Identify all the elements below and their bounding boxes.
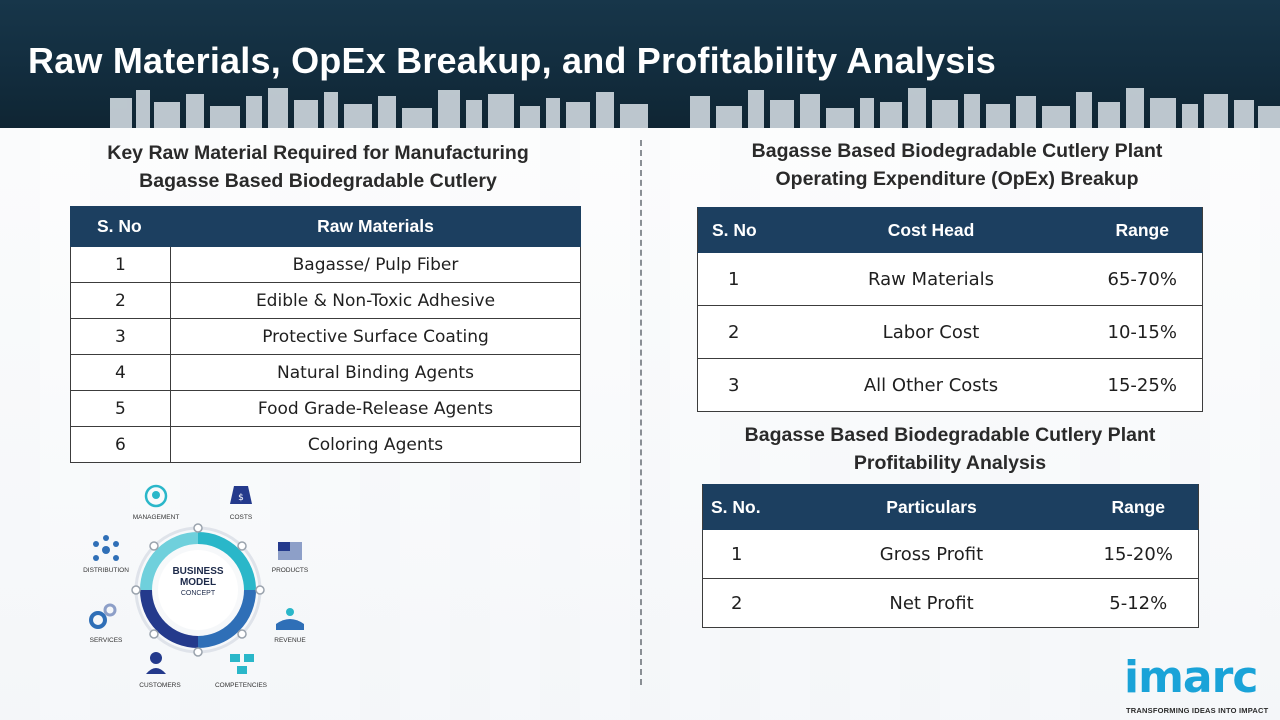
table-header-row (703, 485, 1199, 530)
cell-sno: 2 (71, 283, 171, 319)
cell-sno: 1 (71, 247, 171, 283)
column-header-sno: S. No. (703, 485, 785, 530)
column-header-range: Range (1079, 485, 1199, 530)
cell-material: Food Grade-Release Agents (171, 391, 581, 427)
table-row (698, 306, 1203, 359)
cell-cost-head: Labor Cost (780, 306, 1083, 359)
label-costs: COSTS (229, 514, 253, 521)
opex-title (697, 137, 1217, 193)
page-title: Raw Materials, OpEx Breakup, and Profitability Analysis (28, 40, 996, 81)
revenue-icon (276, 608, 304, 630)
column-header-sno: S. No (698, 208, 780, 253)
opex-table (697, 207, 1203, 412)
table-header-row (698, 208, 1203, 253)
opex-title-line1: Bagasse Based Biodegradable Cutlery Plant (751, 140, 1163, 162)
profitability-title-line1: Bagasse Based Biodegradable Cutlery Plant (744, 424, 1156, 446)
cell-material: Bagasse/ Pulp Fiber (171, 247, 581, 283)
cell-range: 10-15% (1083, 306, 1203, 359)
profitability-title-line2: Profitability Analysis (853, 452, 1047, 474)
table-row (71, 319, 581, 355)
cell-material: Natural Binding Agents (171, 355, 581, 391)
cell-sno: 4 (71, 355, 171, 391)
cell-range: 5-12% (1079, 579, 1199, 628)
column-header-cost-head: Cost Head (780, 208, 1083, 253)
table-row (698, 359, 1203, 412)
management-icon (146, 486, 166, 506)
customers-icon (146, 652, 166, 674)
table-row (71, 391, 581, 427)
cell-sno: 2 (703, 579, 785, 628)
cell-sno: 5 (71, 391, 171, 427)
cell-sno: 1 (703, 530, 785, 579)
cell-cost-head: All Other Costs (780, 359, 1083, 412)
label-services: SERVICES (89, 637, 123, 644)
cell-sno: 3 (71, 319, 171, 355)
label-products: PRODUCTS (271, 567, 309, 574)
cell-material: Coloring Agents (171, 427, 581, 463)
header-banner (0, 0, 1280, 128)
cell-material: Protective Surface Coating (171, 319, 581, 355)
table-row (703, 530, 1199, 579)
table-row (71, 283, 581, 319)
competencies-icon (230, 654, 254, 674)
distribution-icon (93, 535, 119, 561)
cell-range: 15-25% (1083, 359, 1203, 412)
logo-tagline: TRANSFORMING IDEAS INTO IMPACT (1126, 706, 1269, 715)
table-row (71, 427, 581, 463)
label-competencies: COMPETENCIES (214, 682, 267, 689)
label-distribution: DISTRIBUTION (83, 567, 129, 574)
table-header-row (71, 207, 581, 247)
label-management: MANAGEMENT (132, 514, 180, 521)
city-skyline-graphic (0, 82, 1280, 128)
business-model-center-line1: BUSINESS (172, 566, 224, 577)
raw-materials-table (70, 206, 581, 463)
section-divider (640, 140, 642, 685)
column-header-raw-materials: Raw Materials (171, 207, 581, 247)
services-icon (91, 605, 115, 627)
raw-materials-title-line2: Bagasse Based Biodegradable Cutlery (139, 170, 497, 192)
column-header-sno: S. No (71, 207, 171, 247)
label-revenue: REVENUE (274, 637, 306, 644)
cell-material: Edible & Non-Toxic Adhesive (171, 283, 581, 319)
imarc-logo (1124, 652, 1274, 718)
costs-icon (230, 486, 252, 504)
business-model-center (166, 566, 230, 599)
business-model-center-line2: MODEL (179, 577, 217, 588)
raw-materials-title (70, 139, 566, 195)
column-header-particulars: Particulars (785, 485, 1079, 530)
business-model-diagram (78, 478, 318, 693)
table-row (71, 247, 581, 283)
cell-particular: Gross Profit (785, 530, 1079, 579)
cell-range: 15-20% (1079, 530, 1199, 579)
table-row (703, 579, 1199, 628)
cell-sno: 3 (698, 359, 780, 412)
products-icon (278, 542, 302, 560)
cell-particular: Net Profit (785, 579, 1079, 628)
column-header-range: Range (1083, 208, 1203, 253)
raw-materials-title-line1: Key Raw Material Required for Manufacturing (107, 142, 529, 164)
table-row (71, 355, 581, 391)
cell-sno: 6 (71, 427, 171, 463)
cell-sno: 2 (698, 306, 780, 359)
svg-text:$: $ (238, 493, 244, 503)
cell-cost-head: Raw Materials (780, 253, 1083, 306)
business-model-center-line3: CONCEPT (180, 590, 216, 597)
opex-title-line2: Operating Expenditure (OpEx) Breakup (775, 168, 1139, 190)
cell-range: 65-70% (1083, 253, 1203, 306)
table-row (698, 253, 1203, 306)
profitability-title (690, 421, 1210, 477)
logo-wordmark: imarc (1124, 652, 1258, 703)
cell-sno: 1 (698, 253, 780, 306)
label-customers: CUSTOMERS (139, 682, 181, 689)
profitability-table (702, 484, 1199, 628)
